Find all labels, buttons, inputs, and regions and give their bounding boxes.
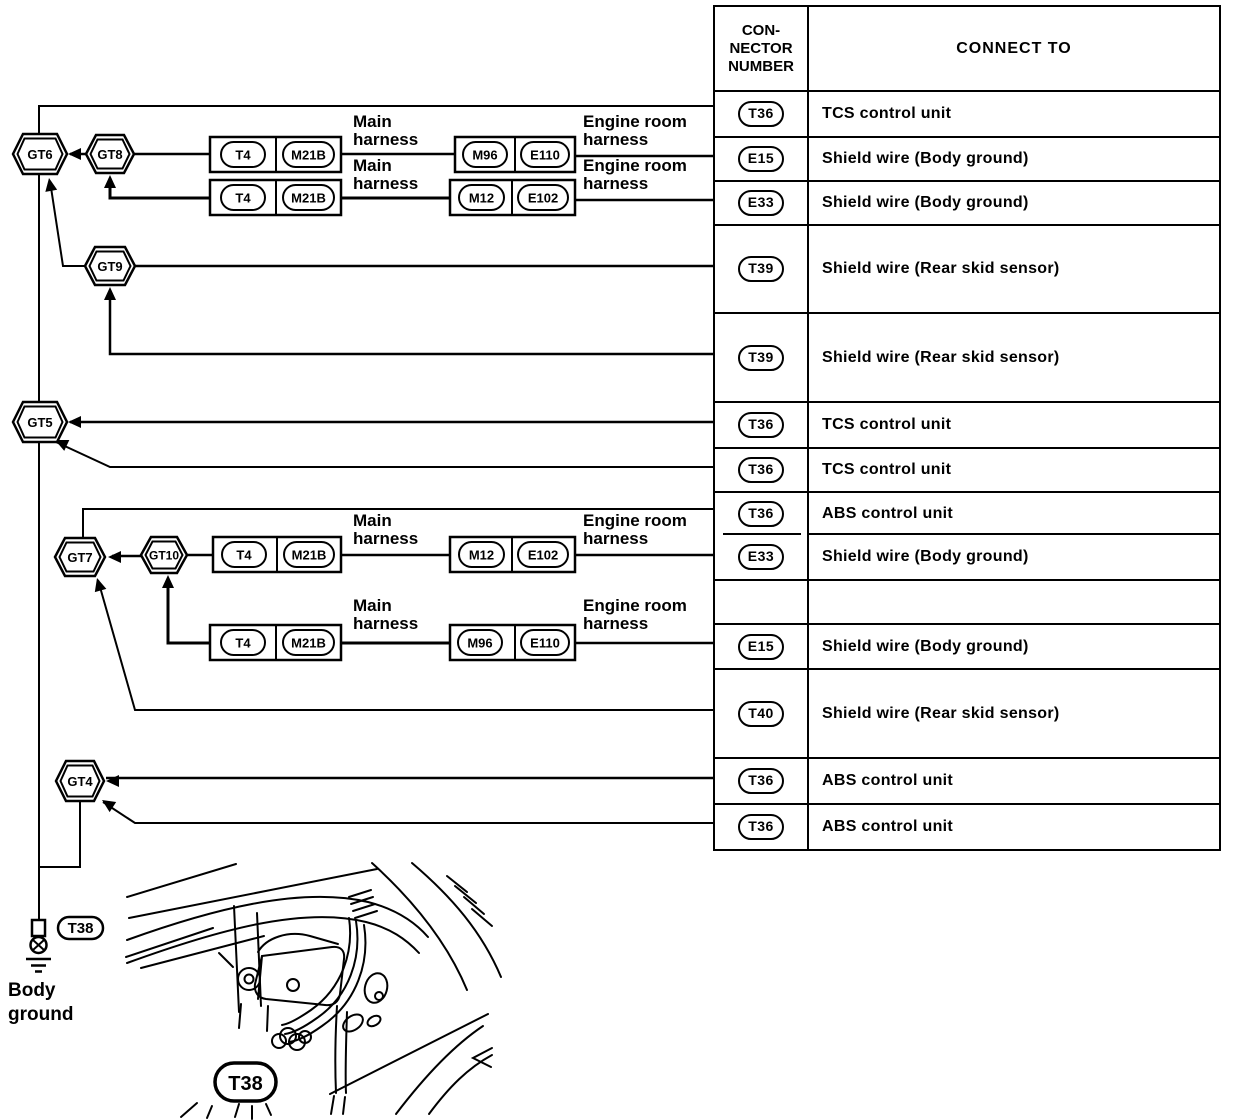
- body-ground-caption: [8, 980, 73, 1025]
- connector-box-t4-m21b-1: [210, 137, 341, 172]
- connect-to-text: [809, 581, 1219, 623]
- connector-m96: M96: [472, 147, 498, 163]
- ground-hexagon-gt4: [56, 761, 104, 801]
- connector-badge: E15: [738, 634, 784, 660]
- table-row: [715, 224, 1219, 312]
- connector-e102: E102: [527, 190, 559, 206]
- main-harness-label: Main: [353, 112, 392, 131]
- connector-box-t4-m21b-4: [210, 625, 341, 660]
- engine-room-harness-label: Engine room: [583, 112, 687, 131]
- main-harness-label: Main: [353, 156, 392, 175]
- ground-hexagon-gt5: [13, 402, 67, 442]
- connector-badge: T39: [738, 256, 784, 282]
- connector-badge: T36: [738, 412, 784, 438]
- connect-to-text: TCS control unit: [822, 416, 952, 433]
- connect-to-text: Shield wire (Body ground): [822, 548, 1029, 565]
- ground-label-gt6: GT6: [27, 147, 53, 162]
- table-header: [715, 7, 1219, 90]
- connect-to-text: Shield wire (Rear skid sensor): [822, 348, 1060, 366]
- table-row: [715, 312, 1219, 401]
- connector-e102: E102: [527, 547, 559, 563]
- connector-m21b: M21B: [291, 547, 327, 563]
- ground-label-gt9: GT9: [97, 259, 123, 274]
- table-row: [715, 757, 1219, 803]
- svg-text:harness: harness: [353, 130, 419, 149]
- svg-text:harness: harness: [583, 130, 649, 149]
- ground-label-gt7: GT7: [67, 550, 93, 565]
- connector-e110: E110: [530, 147, 560, 163]
- ground-hexagon-gt7: [55, 538, 105, 576]
- table-row: [715, 401, 1219, 447]
- connector-box-t4-m21b-2: [210, 180, 341, 215]
- connector-box-t4-m21b-3: [213, 537, 341, 572]
- svg-text:harness: harness: [583, 174, 649, 193]
- main-harness-label: Main: [353, 511, 392, 530]
- ground-hexagon-gt9: [85, 247, 135, 285]
- connector-badge: E33: [738, 190, 784, 216]
- svg-text:ground: ground: [8, 1004, 74, 1025]
- connector-t38: T38: [228, 1073, 263, 1095]
- connector-badge: T36: [738, 101, 784, 127]
- connect-to-text: Shield wire (Body ground): [822, 194, 1029, 211]
- table-row: [715, 668, 1219, 757]
- ground-label-gt8: GT8: [97, 147, 123, 162]
- connect-to-text: ABS control unit: [822, 818, 954, 835]
- connect-to-text: ABS control unit: [822, 772, 954, 789]
- connect-to-text: TCS control unit: [822, 461, 952, 478]
- connector-t4: T4: [235, 635, 251, 651]
- svg-text:harness: harness: [583, 529, 649, 548]
- connector-badge: T39: [738, 345, 784, 371]
- connector-m12: M12: [468, 547, 495, 563]
- ground-label-gt5: GT5: [27, 415, 53, 430]
- connector-box-m96-e110-1: [455, 137, 575, 172]
- table-row: [715, 623, 1219, 668]
- connect-to-text: Shield wire (Rear skid sensor): [822, 704, 1060, 722]
- connector-badge: E33: [738, 544, 784, 570]
- table-row-empty: [715, 579, 1219, 623]
- connector-m21b: M21B: [291, 190, 326, 206]
- connector-m21b: M21B: [291, 147, 326, 163]
- connector-m12: M12: [468, 190, 495, 206]
- header-connect-to: CONNECT TO: [956, 39, 1072, 57]
- table-row: [715, 180, 1219, 224]
- connector-e110: E110: [530, 635, 560, 651]
- ground-label-gt10: GT10: [148, 548, 180, 563]
- connector-badge: T36: [738, 457, 784, 483]
- connector-badge: T36: [738, 814, 784, 840]
- svg-text:Body: Body: [8, 980, 56, 1001]
- main-harness-label: Main: [353, 596, 392, 615]
- connector-t38: T38: [67, 920, 94, 937]
- table-row: [715, 491, 1219, 535]
- svg-text:harness: harness: [583, 614, 649, 633]
- header-connector-number: CON- NECTOR NUMBER: [715, 7, 809, 90]
- table-row: [715, 90, 1219, 136]
- svg-text:harness: harness: [353, 529, 419, 548]
- engine-room-harness-label: Engine room: [583, 511, 687, 530]
- connect-to-text: TCS control unit: [822, 105, 952, 122]
- connector-box-m12-e102-2: [450, 537, 575, 572]
- ground-hexagon-gt6: [13, 134, 67, 174]
- ground-hexagon-gt10: [141, 537, 187, 573]
- connect-to-text: Shield wire (Body ground): [822, 150, 1029, 167]
- connect-to-text: Shield wire (Rear skid sensor): [822, 260, 1060, 277]
- ground-hexagon-gt8: [86, 135, 134, 173]
- connector-badge: T36: [738, 768, 784, 794]
- connect-to-text: Shield wire (Body ground): [822, 637, 1029, 655]
- connector-box-m96-e110-2: [450, 625, 575, 660]
- table-row: [715, 447, 1219, 491]
- t38-badge: [58, 917, 103, 939]
- svg-text:harness: harness: [353, 614, 419, 633]
- connector-badge: E15: [738, 146, 784, 172]
- engine-room-harness-label: Engine room: [583, 596, 687, 615]
- connector-badge: T36: [738, 501, 784, 527]
- connect-to-text: ABS control unit: [822, 505, 954, 522]
- table-row: [715, 535, 1219, 579]
- connector-t4: T4: [235, 190, 251, 206]
- connector-badge: T40: [738, 701, 784, 727]
- connector-m21b: M21B: [291, 635, 326, 651]
- ground-label-gt4: GT4: [67, 774, 93, 789]
- t38-callout: [215, 1063, 276, 1101]
- vehicle-body-illustration: [126, 863, 501, 1119]
- connector-box-m12-e102-1: [450, 180, 575, 215]
- table-row: [715, 136, 1219, 180]
- connector-t4: T4: [235, 147, 251, 163]
- body-ground-symbol: [26, 920, 51, 972]
- connector-t4: T4: [236, 547, 252, 563]
- connector-table: [713, 5, 1221, 851]
- engine-room-harness-label: Engine room: [583, 156, 687, 175]
- table-row: [715, 803, 1219, 849]
- connector-m96: M96: [467, 635, 493, 651]
- svg-text:harness: harness: [353, 174, 419, 193]
